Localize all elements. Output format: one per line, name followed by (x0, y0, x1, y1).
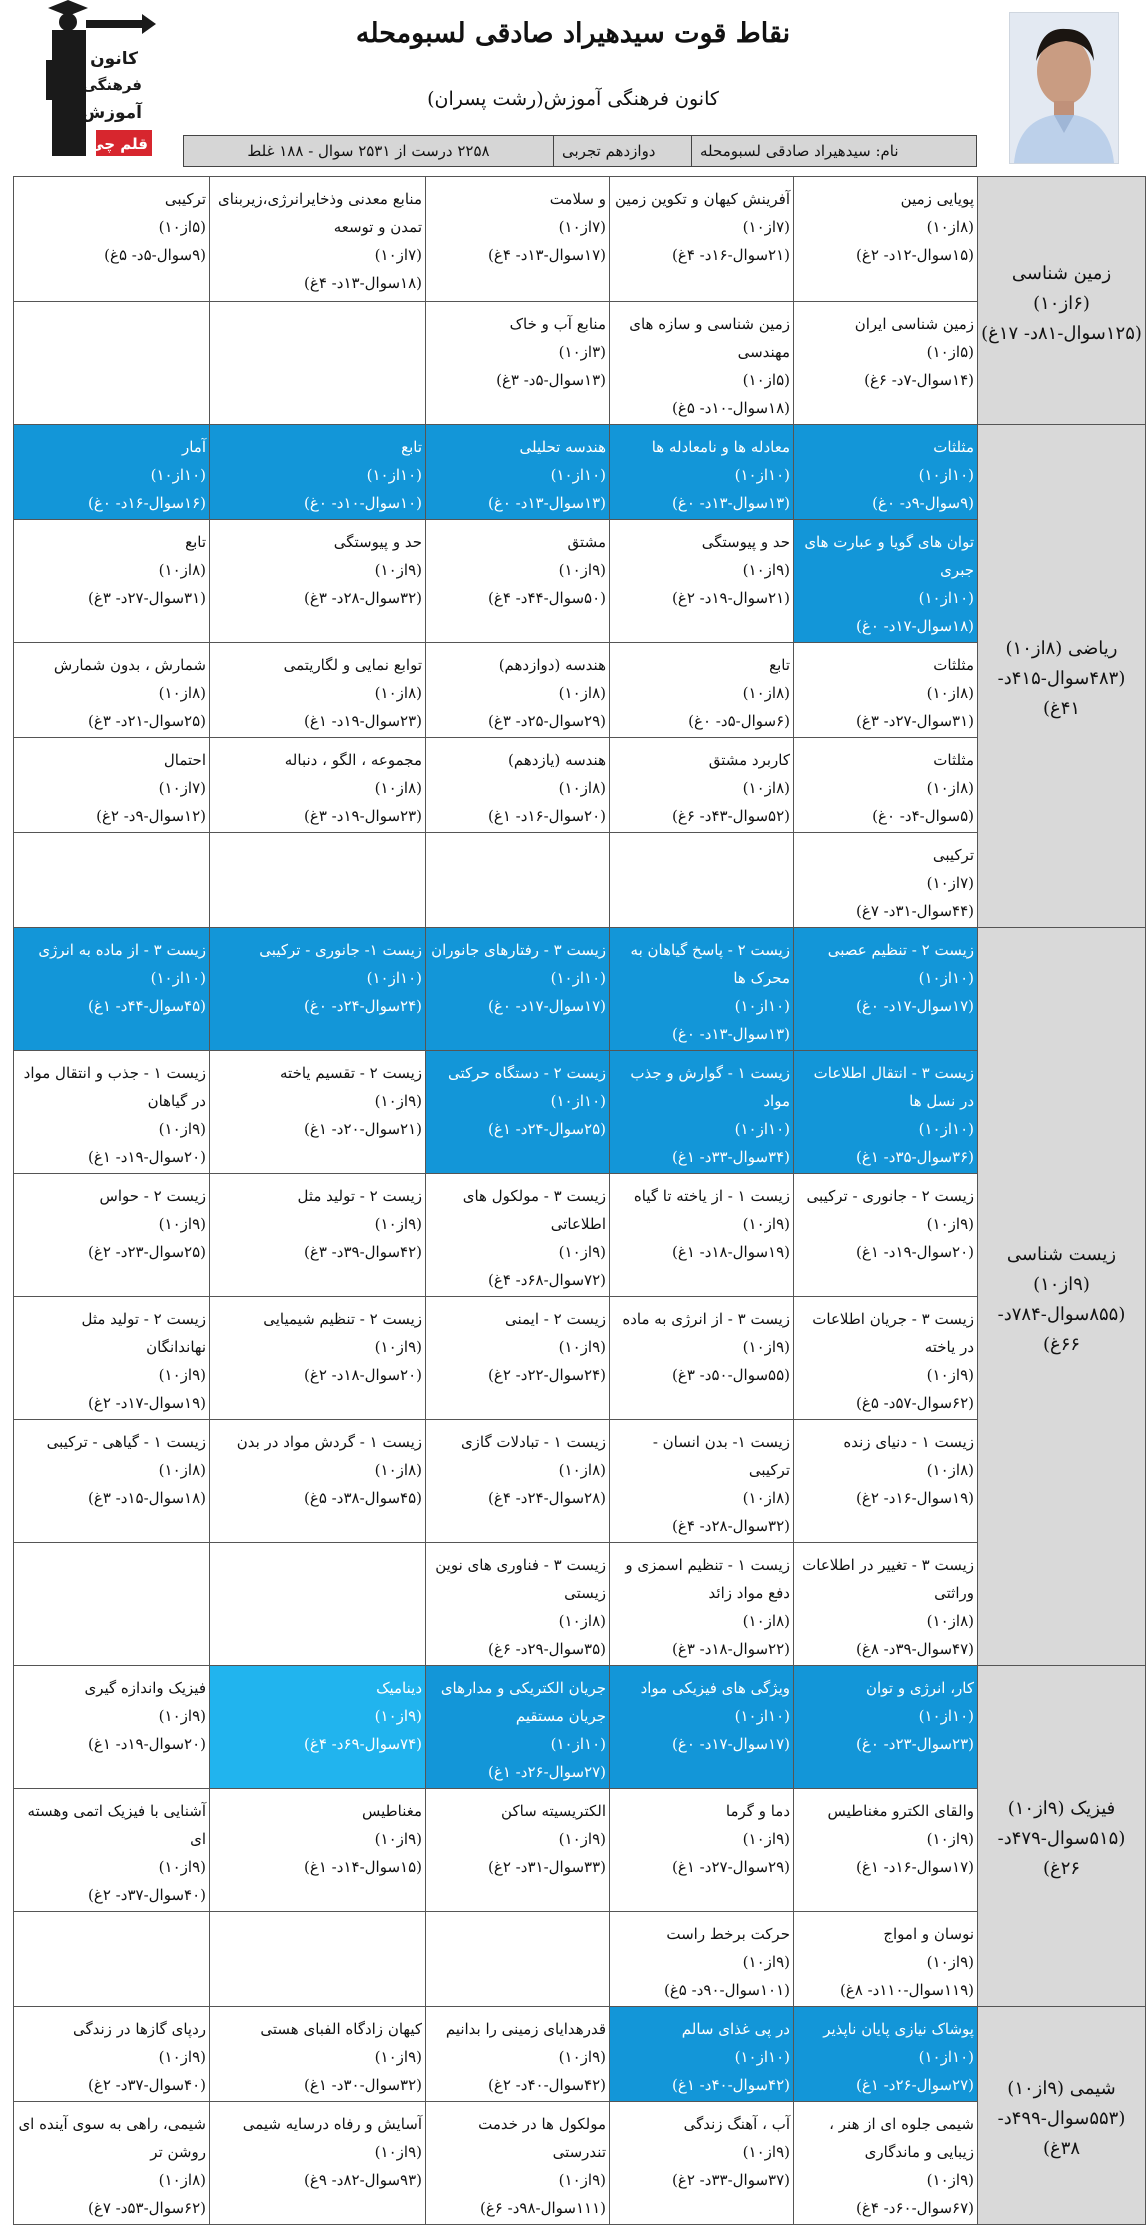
student-photo (1009, 12, 1119, 164)
logo-line-2: فرهنگی (82, 76, 142, 94)
topic-cell: دینامیک (۹از۱۰) (۷۴سوال-۶۹د- ۴غ) (210, 1666, 426, 1789)
topic-cell: زیست ۲ - تنظیم شیمیایی (۹از۱۰) (۲۰سوال-۱۸د- ۲غ) (210, 1297, 426, 1420)
topic-cell: زیست ۳ - فناوری های نوین زیستی (۸از۱۰) (۳۵سوال-۲۹د- ۶غ) (426, 1543, 610, 1666)
topic-cell: حد و پیوستگی (۹از۱۰) (۳۲سوال-۲۸د- ۳غ) (210, 520, 426, 643)
topic-cell: جریان الکتریکی و مدارهای جریان مستقیم (۱۰از۱۰) (۲۷سوال-۲۶د- ۱غ) (426, 1666, 610, 1789)
empty-cell (610, 833, 794, 928)
topic-cell: زیست ۲ - ایمنی (۹از۱۰) (۲۴سوال-۲۲د- ۲غ) (426, 1297, 610, 1420)
logo-line-1: کانون (90, 49, 138, 69)
report-header (0, 0, 1146, 172)
topic-cell: پوشاک نیازی پایان ناپذیر (۱۰از۱۰) (۲۷سوال-۲۶د- ۱غ) (794, 2007, 978, 2102)
table-row (14, 520, 1146, 643)
topic-cell: هندسه تحلیلی (۱۰از۱۰) (۱۳سوال-۱۳د- ۰غ) (426, 425, 610, 520)
table-row (14, 302, 1146, 425)
topic-cell: آشنایی با فیزیک اتمی وهسته ای (۹از۱۰) (۴۰سوال-۳۷د- ۲غ) (14, 1789, 210, 1912)
topic-cell: کیهان زادگاه الفبای هستی (۹از۱۰) (۳۲سوال-۳۰د- ۱غ) (210, 2007, 426, 2102)
kanoon-logo (38, 0, 156, 160)
topic-cell: شیمی جلوه ای از هنر ، زیبایی و ماندگاری (۹از۱۰) (۶۷سوال-۶۰د- ۴غ) (794, 2102, 978, 2225)
topic-cell: احتمال (۷از۱۰) (۱۲سوال-۹د- ۲غ) (14, 738, 210, 833)
topic-cell: زیست ۱ - جذب و انتقال مواد در گیاهان (۹از۱۰) (۲۰سوال-۱۹د- ۱غ) (14, 1051, 210, 1174)
table-row (14, 425, 1146, 520)
topic-cell: زیست ۱ - تبادلات گازی (۸از۱۰) (۲۸سوال-۲۴د- ۴غ) (426, 1420, 610, 1543)
empty-cell (426, 833, 610, 928)
subject-biology: زیست شناسی (۹از۱۰) (۸۵۵سوال-۷۸۴د- ۶۶غ) (978, 928, 1146, 1666)
topic-cell: آب ، آهنگ زندگی (۹از۱۰) (۳۷سوال-۳۳د- ۲غ) (610, 2102, 794, 2225)
topic-cell: منابع آب و خاک (۳از۱۰) (۱۳سوال-۵د- ۳غ) (426, 302, 610, 425)
table-row (14, 177, 1146, 302)
empty-cell (426, 1912, 610, 2007)
topic-cell: زیست ۲ - دستگاه حرکتی (۱۰از۱۰) (۲۵سوال-۲۴د- ۱غ) (426, 1051, 610, 1174)
topic-cell: زیست ۲ - تولید مثل (۹از۱۰) (۴۲سوال-۳۹د- ۳غ) (210, 1174, 426, 1297)
topic-cell: زیست ۳ - انتقال اطلاعات در نسل ها (۱۰از۱۰) (۳۶سوال-۳۵د- ۱غ) (794, 1051, 978, 1174)
topic-cell: زمین شناسی ایران (۵از۱۰) (۱۴سوال-۷د- ۶غ) (794, 302, 978, 425)
topic-cell: زیست ۳ - رفتارهای جانوران (۱۰از۱۰) (۱۷سوال-۱۷د- ۰غ) (426, 928, 610, 1051)
topic-cell: زیست ۱ - تنظیم اسمزی و دفع مواد زائد (۸از۱۰) (۲۲سوال-۱۸د- ۳غ) (610, 1543, 794, 1666)
subject-chemistry: شیمی (۹از۱۰) (۵۵۳سوال-۴۹۹د- ۳۸غ) (978, 2007, 1146, 2225)
topic-cell: مثلثات (۱۰از۱۰) (۹سوال-۹د- ۰غ) (794, 425, 978, 520)
topic-cell: کار، انرژی و توان (۱۰از۱۰) (۲۳سوال-۲۳د- ۰غ) (794, 1666, 978, 1789)
topic-cell: زمین شناسی و سازه های مهندسی (۵از۱۰) (۱۸سوال-۱۰د- ۵غ) (610, 302, 794, 425)
topic-cell: شیمی، راهی به سوی آینده ای روشن تر (۸از۱۰) (۶۲سوال-۵۳د- ۷غ) (14, 2102, 210, 2225)
empty-cell (210, 1912, 426, 2007)
topic-cell: زیست ۲ - حواس (۹از۱۰) (۲۵سوال-۲۳د- ۲غ) (14, 1174, 210, 1297)
topic-cell: منابع معدنی وذخایرانرژی،زیربنای تمدن و توسعه (۷از۱۰) (۱۸سوال-۱۳د- ۴غ) (210, 177, 426, 302)
logo-line-4: قلم چی (89, 135, 148, 153)
table-row (14, 1051, 1146, 1174)
topic-cell: قدرهدایای زمینی را بدانیم (۹از۱۰) (۴۲سوال-۴۰د- ۲غ) (426, 2007, 610, 2102)
table-row (14, 738, 1146, 833)
empty-cell (14, 302, 210, 425)
topic-cell: و سلامت (۷از۱۰) (۱۷سوال-۱۳د- ۴غ) (426, 177, 610, 302)
empty-cell (14, 833, 210, 928)
topic-cell: زیست ۲ - پاسخ گیاهان به محرک ها (۱۰از۱۰) (۱۳سوال-۱۳د- ۰غ) (610, 928, 794, 1051)
topic-cell: زیست ۳ - مولکول های اطلاعاتی (۹از۱۰) (۷۲سوال-۶۸د- ۴غ) (426, 1174, 610, 1297)
table-row (14, 1543, 1146, 1666)
topic-cell: مثلثات (۸از۱۰) (۳۱سوال-۲۷د- ۳غ) (794, 643, 978, 738)
table-row (14, 2102, 1146, 2225)
subject-geology: زمین شناسی (۶از۱۰) (۱۲۵سوال-۸۱د- ۱۷غ) (978, 177, 1146, 425)
topic-cell: زیست ۳ - تغییر در اطلاعات وراثتی (۸از۱۰) (۴۷سوال-۳۹د- ۸غ) (794, 1543, 978, 1666)
topic-cell: آمار (۱۰از۱۰) (۱۶سوال-۱۶د- ۰غ) (14, 425, 210, 520)
empty-cell (210, 833, 426, 928)
topic-cell: زیست ۱ - گیاهی - ترکیبی (۸از۱۰) (۱۸سوال-۱۵د- ۳غ) (14, 1420, 210, 1543)
table-row (14, 1297, 1146, 1420)
empty-cell (210, 302, 426, 425)
empty-cell (14, 1543, 210, 1666)
topic-cell: ترکیبی (۷از۱۰) (۴۴سوال-۳۱د- ۷غ) (794, 833, 978, 928)
topic-cell: تابع (۸از۱۰) (۶سوال-۵د- ۰غ) (610, 643, 794, 738)
student-name: نام: سیدهیراد صادقی لسبومحله (691, 136, 976, 166)
topic-cell: زیست ۲ - تولید مثل نهاندانگان (۹از۱۰) (۱۹سوال-۱۷د- ۲غ) (14, 1297, 210, 1420)
topic-cell: الکتریسیته ساکن (۹از۱۰) (۳۳سوال-۳۱د- ۲غ) (426, 1789, 610, 1912)
topic-cell: ردپای گازها در زندگی (۹از۱۰) (۴۰سوال-۳۷د- ۲غ) (14, 2007, 210, 2102)
empty-cell (14, 1912, 210, 2007)
table-row (14, 1912, 1146, 2007)
topic-cell: توان های گویا و عبارت های جبری (۱۰از۱۰) (۱۸سوال-۱۷د- ۰غ) (794, 520, 978, 643)
table-row (14, 928, 1146, 1051)
topic-cell: زیست ۱- جانوری - ترکیبی (۱۰از۱۰) (۲۴سوال-۲۴د- ۰غ) (210, 928, 426, 1051)
topic-cell: پویایی زمین (۸از۱۰) (۱۵سوال-۱۲د- ۲غ) (794, 177, 978, 302)
topic-cell: زیست ۳ - جریان اطلاعات در یاخته (۹از۱۰) (۶۲سوال-۵۷د- ۵غ) (794, 1297, 978, 1420)
topic-cell: مغناطیس (۹از۱۰) (۱۵سوال-۱۴د- ۱غ) (210, 1789, 426, 1912)
topic-cell: زیست ۳ - از انرژی به ماده (۹از۱۰) (۵۵سوال-۵۰د- ۳غ) (610, 1297, 794, 1420)
topic-cell: مشتق (۹از۱۰) (۵۰سوال-۴۴د- ۴غ) (426, 520, 610, 643)
table-row (14, 643, 1146, 738)
topic-cell: زیست ۱ - از یاخته تا گیاه (۹از۱۰) (۱۹سوال-۱۸د- ۱غ) (610, 1174, 794, 1297)
topic-cell: زیست ۱ - دنیای زنده (۸از۱۰) (۱۹سوال-۱۶د- ۲غ) (794, 1420, 978, 1543)
topic-cell: معادله ها و نامعادله ها (۱۰از۱۰) (۱۳سوال-۱۳د- ۰غ) (610, 425, 794, 520)
topic-cell: در پی غذای سالم (۱۰از۱۰) (۴۲سوال-۴۰د- ۱غ) (610, 2007, 794, 2102)
topic-cell: زیست ۱- بدن انسان - ترکیبی (۸از۱۰) (۳۲سوال-۲۸د- ۴غ) (610, 1420, 794, 1543)
table-row (14, 1666, 1146, 1789)
topic-cell: ویژگی های فیزیکی مواد (۱۰از۱۰) (۱۷سوال-۱۷د- ۰غ) (610, 1666, 794, 1789)
topic-cell: زیست ۱ - گوارش و جذب مواد (۱۰از۱۰) (۳۴سوال-۳۳د- ۱غ) (610, 1051, 794, 1174)
topic-cell: تابع (۱۰از۱۰) (۱۰سوال-۱۰د- ۰غ) (210, 425, 426, 520)
topic-cell: دما و گرما (۹از۱۰) (۲۹سوال-۲۷د- ۱غ) (610, 1789, 794, 1912)
logo-line-3: آموزش (81, 103, 142, 123)
topic-cell: زیست ۲ - تقسیم یاخته (۹از۱۰) (۲۱سوال-۲۰د- ۱غ) (210, 1051, 426, 1174)
topic-cell: نوسان و امواج (۹از۱۰) (۱۱۹سوال-۱۱۰د- ۸غ) (794, 1912, 978, 2007)
table-row (14, 2007, 1146, 2102)
student-info-bar (183, 135, 977, 167)
topic-cell: کاربرد مشتق (۸از۱۰) (۵۲سوال-۴۳د- ۶غ) (610, 738, 794, 833)
topic-cell: شمارش ، بدون شمارش (۸از۱۰) (۲۵سوال-۲۱د- ۳غ) (14, 643, 210, 738)
topic-cell: مجموعه ، الگو ، دنباله (۸از۱۰) (۲۳سوال-۱۹د- ۳غ) (210, 738, 426, 833)
topic-cell: آسایش و رفاه درسایه شیمی (۹از۱۰) (۹۳سوال-۸۲د- ۹غ) (210, 2102, 426, 2225)
table-row (14, 1174, 1146, 1297)
empty-cell (210, 1543, 426, 1666)
topic-cell: مثلثات (۸از۱۰) (۵سوال-۴د- ۰غ) (794, 738, 978, 833)
topic-cell: حد و پیوستگی (۹از۱۰) (۲۱سوال-۱۹د- ۲غ) (610, 520, 794, 643)
topic-cell: تابع (۸از۱۰) (۳۱سوال-۲۷د- ۳غ) (14, 520, 210, 643)
topic-cell: زیست ۲ - جانوری - ترکیبی (۹از۱۰) (۲۰سوال-۱۹د- ۱غ) (794, 1174, 978, 1297)
subject-physics: فیزیک (۹از۱۰) (۵۱۵سوال-۴۷۹د- ۲۶غ) (978, 1666, 1146, 2007)
student-stats: ۲۲۵۸ درست از ۲۵۳۱ سوال - ۱۸۸ غلط (247, 142, 490, 160)
topic-cell: مولکول ها در خدمت تندرستی (۹از۱۰) (۱۱۱سوال-۹۸د- ۶غ) (426, 2102, 610, 2225)
topic-cell: زیست ۱ - گردش مواد در بدن (۸از۱۰) (۴۵سوال-۳۸د- ۵غ) (210, 1420, 426, 1543)
topic-cell: ترکیبی (۵از۱۰) (۹سوال-۵د- ۵غ) (14, 177, 210, 302)
topic-cell: زیست ۲ - تنظیم عصبی (۱۰از۱۰) (۱۷سوال-۱۷د- ۰غ) (794, 928, 978, 1051)
strengths-table (14, 176, 1146, 2217)
table-row (14, 833, 1146, 928)
topic-cell: فیزیک واندازه گیری (۹از۱۰) (۲۰سوال-۱۹د- ۱غ) (14, 1666, 210, 1789)
topic-cell: حرکت برخط راست (۹از۱۰) (۱۰۱سوال-۹۰د- ۵غ) (610, 1912, 794, 2007)
page-subtitle: کانون فرهنگی آموزش(رشت پسران) (427, 88, 719, 110)
topic-cell: هندسه (دوازدهم) (۸از۱۰) (۲۹سوال-۲۵د- ۳غ) (426, 643, 610, 738)
topic-cell: آفرینش کیهان و تکوین زمین (۷از۱۰) (۲۱سوال-۱۶د- ۴غ) (610, 177, 794, 302)
page-title: نقاط قوت سیدهیراد صادقی لسبومحله (355, 18, 791, 49)
subject-math: ریاضی (۸از۱۰) (۴۸۳سوال-۴۱۵د- ۴۱غ) (978, 425, 1146, 928)
topic-cell: زیست ۳ - از ماده به انرژی (۱۰از۱۰) (۴۵سوال-۴۴د- ۱غ) (14, 928, 210, 1051)
table-row (14, 1420, 1146, 1543)
table-row (14, 1789, 1146, 1912)
topic-cell: والقای الکترو مغناطیس (۹از۱۰) (۱۷سوال-۱۶د- ۱غ) (794, 1789, 978, 1912)
student-grade: دوازدهم تجربی (553, 136, 691, 166)
topic-cell: هندسه (یازدهم) (۸از۱۰) (۲۰سوال-۱۶د- ۱غ) (426, 738, 610, 833)
topic-cell: توابع نمایی و لگاریتمی (۸از۱۰) (۲۳سوال-۱۹د- ۱غ) (210, 643, 426, 738)
